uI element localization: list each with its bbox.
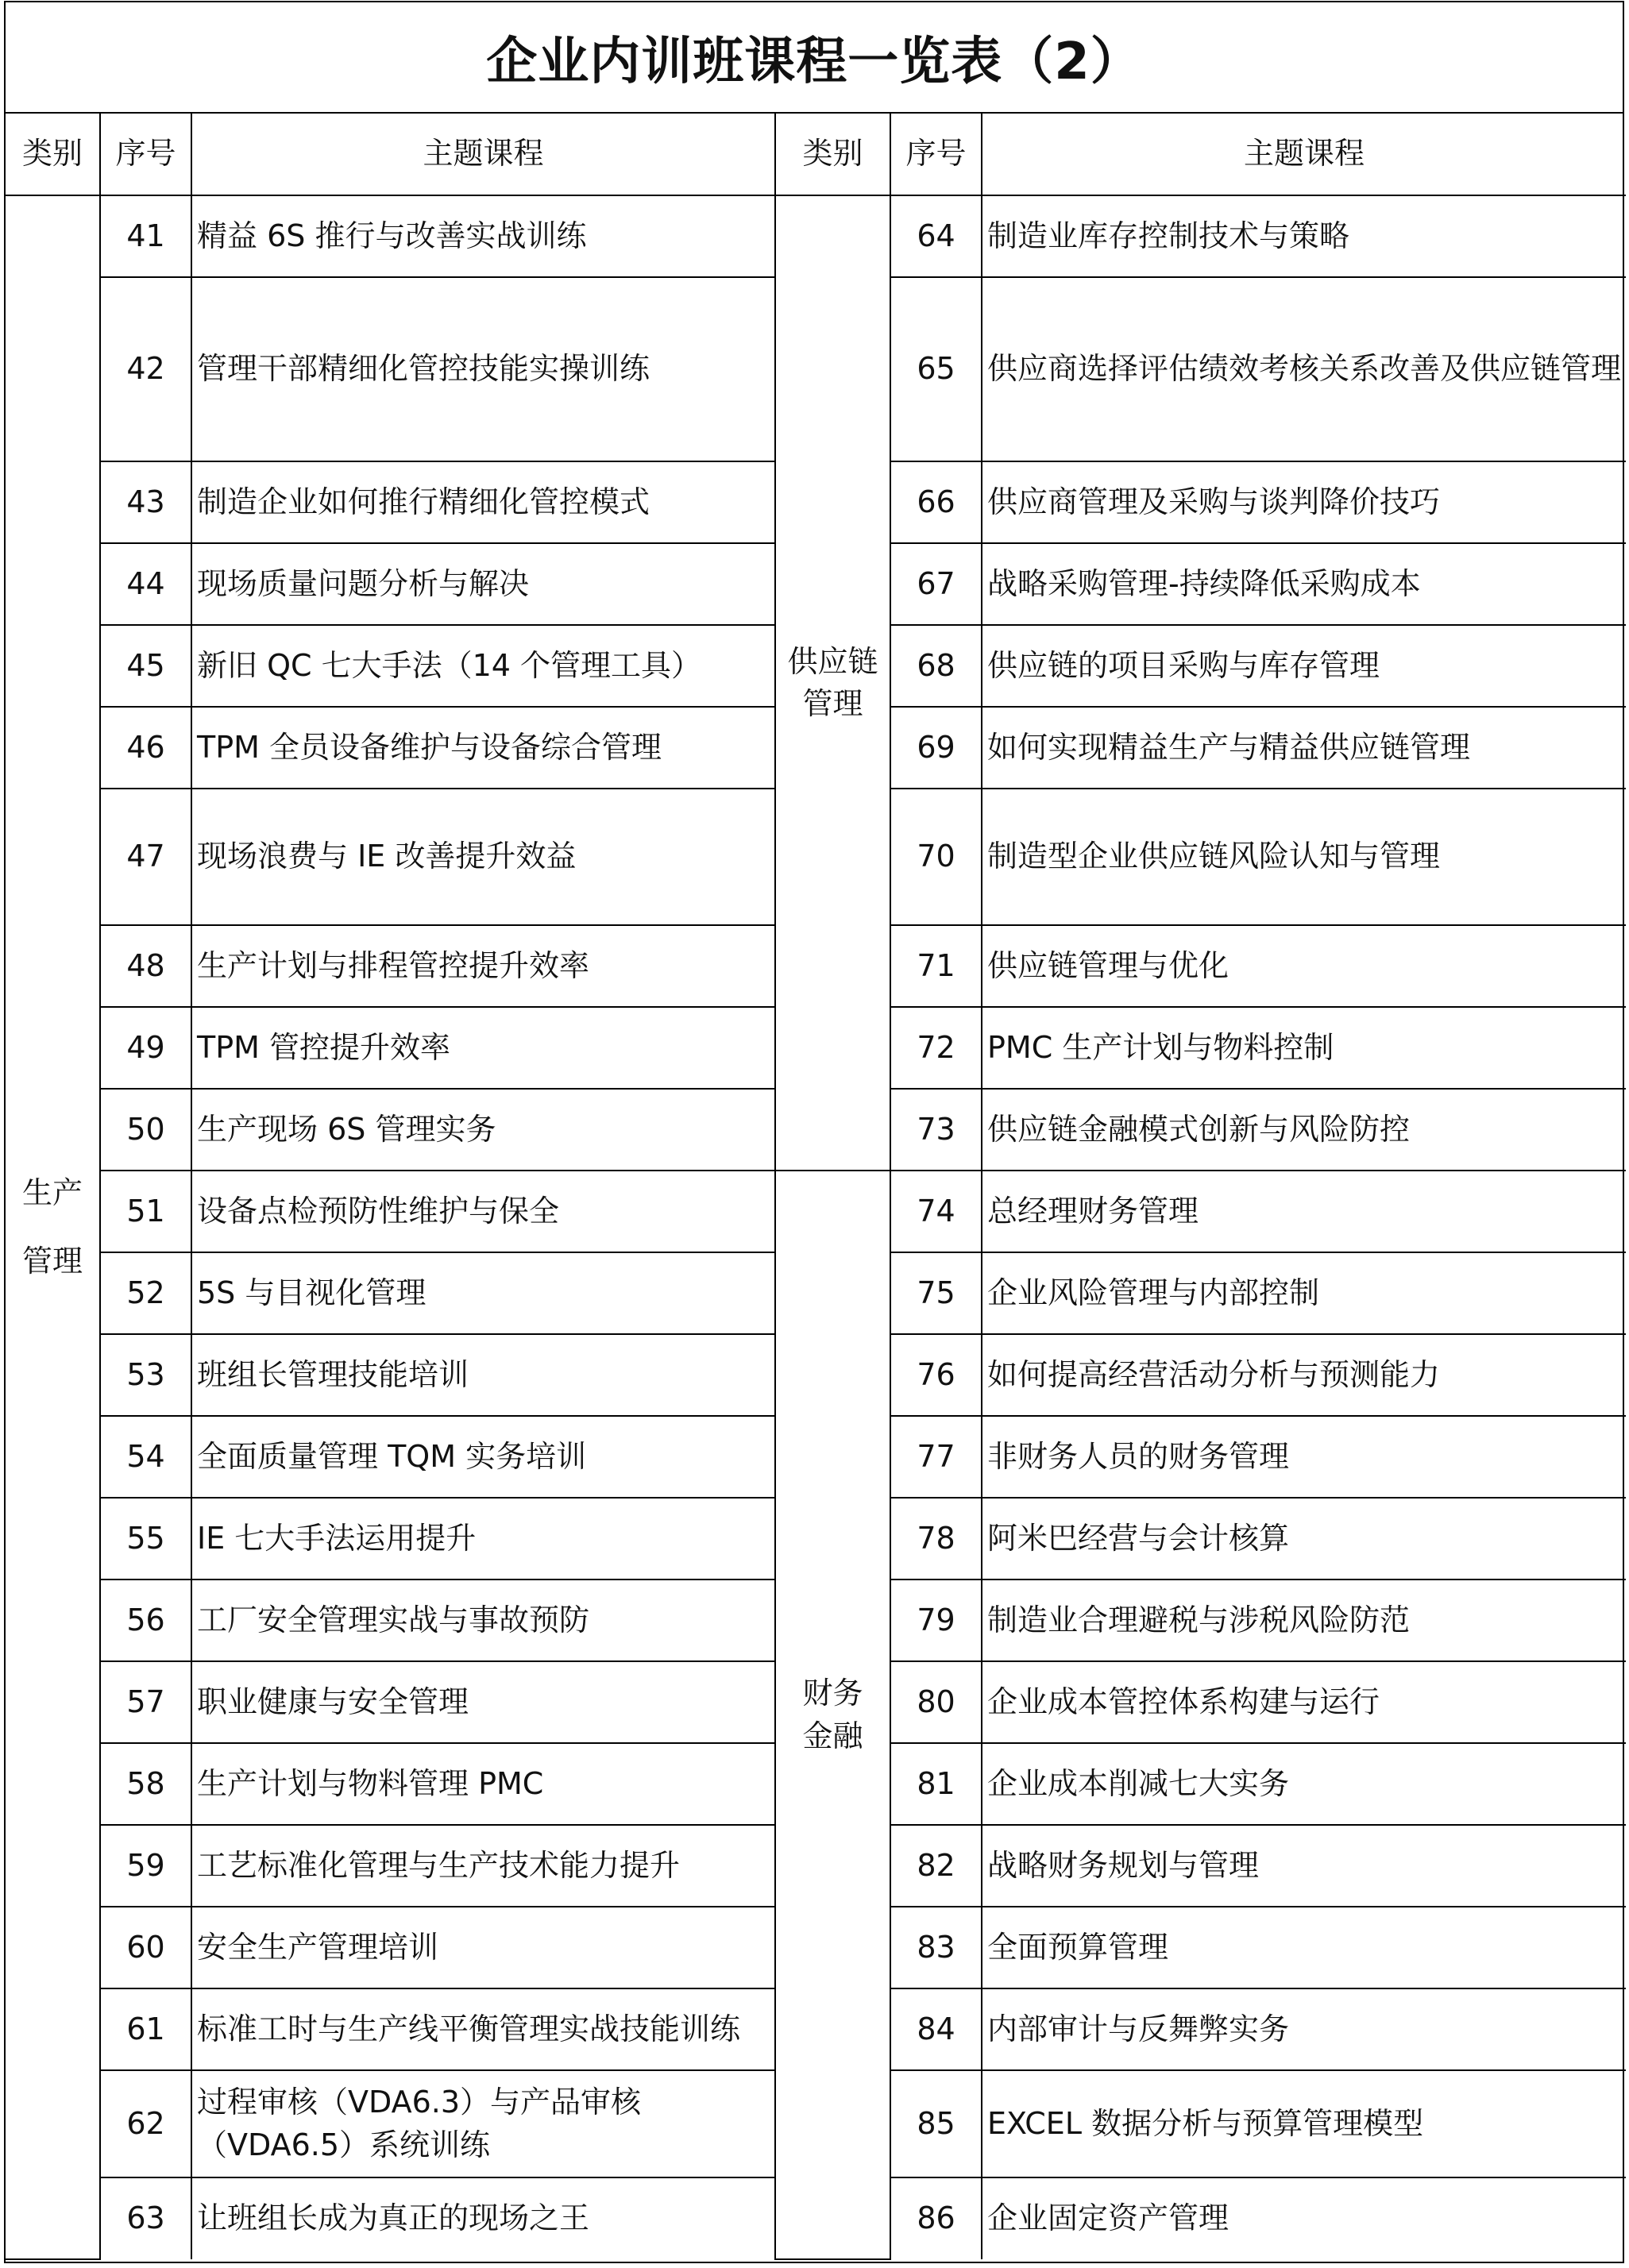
course-number: 48: [100, 925, 191, 1007]
course-title: 供应链管理与优化: [982, 925, 1626, 1007]
course-title: 企业固定资产管理: [982, 2177, 1626, 2259]
course-title: 企业成本削减七大实务: [982, 1743, 1626, 1825]
course-number: 76: [890, 1334, 982, 1416]
category-finance-line: 财务: [802, 1676, 863, 1711]
course-number: 75: [890, 1252, 982, 1334]
header-number-left: 序号: [100, 114, 191, 195]
course-title: 班组长管理技能培训: [191, 1334, 775, 1416]
course-number: 74: [890, 1171, 982, 1252]
header-row: [6, 114, 1626, 195]
course-title: 安全生产管理培训: [191, 1907, 775, 1988]
course-number: 56: [100, 1580, 191, 1661]
course-title: 如何实现精益生产与精益供应链管理: [982, 707, 1626, 789]
course-title: 现场浪费与 IE 改善提升效益: [191, 789, 775, 925]
course-title: PMC 生产计划与物料控制: [982, 1007, 1626, 1089]
course-title: 精益 6S 推行与改善实战训练: [191, 195, 775, 277]
category-supply-chain-line: 供应链: [787, 643, 878, 679]
course-title: 现场质量问题分析与解决: [191, 543, 775, 625]
course-number: 49: [100, 1007, 191, 1089]
course-title: 生产现场 6S 管理实务: [191, 1089, 775, 1171]
course-number: 45: [100, 625, 191, 707]
course-table: [6, 114, 1626, 2260]
course-number: 83: [890, 1907, 982, 1988]
course-title: 企业成本管控体系构建与运行: [982, 1661, 1626, 1743]
course-number: 51: [100, 1171, 191, 1252]
course-number: 86: [890, 2177, 982, 2259]
course-number: 61: [100, 1988, 191, 2070]
page-title: 企业内训班课程一览表（2）: [6, 2, 1623, 114]
course-number: 67: [890, 543, 982, 625]
course-number: 47: [100, 789, 191, 925]
course-number: 70: [890, 789, 982, 925]
course-number: 81: [890, 1743, 982, 1825]
course-number: 77: [890, 1416, 982, 1498]
table-row: [6, 1171, 1626, 1252]
course-title: 职业健康与安全管理: [191, 1661, 775, 1743]
course-number: 82: [890, 1825, 982, 1907]
course-title: 阿米巴经营与会计核算: [982, 1498, 1626, 1580]
course-title: 新旧 QC 七大手法（14 个管理工具）: [191, 625, 775, 707]
header-number-right: 序号: [890, 114, 982, 195]
course-title: 标准工时与生产线平衡管理实战技能训练: [191, 1988, 775, 2070]
course-number: 60: [100, 1907, 191, 1988]
course-number: 66: [890, 461, 982, 543]
course-title: 战略财务规划与管理: [982, 1825, 1626, 1907]
course-number: 73: [890, 1089, 982, 1171]
course-title: 5S 与目视化管理: [191, 1252, 775, 1334]
course-number: 68: [890, 625, 982, 707]
course-title: 总经理财务管理: [982, 1171, 1626, 1252]
course-title: 生产计划与排程管控提升效率: [191, 925, 775, 1007]
course-number: 78: [890, 1498, 982, 1580]
course-number: 62: [100, 2070, 191, 2177]
course-title: 制造业合理避税与涉税风险防范: [982, 1580, 1626, 1661]
course-number: 72: [890, 1007, 982, 1089]
course-number: 63: [100, 2177, 191, 2259]
course-number: 55: [100, 1498, 191, 1580]
course-number: 52: [100, 1252, 191, 1334]
course-number: 59: [100, 1825, 191, 1907]
category-supply-chain-line: 管理: [802, 686, 863, 721]
course-title: 制造型企业供应链风险认知与管理: [982, 789, 1626, 925]
course-title: TPM 全员设备维护与设备综合管理: [191, 707, 775, 789]
course-number: 43: [100, 461, 191, 543]
header-course-right: 主题课程: [982, 114, 1626, 195]
course-title: 供应商选择评估绩效考核关系改善及供应链管理: [982, 277, 1626, 461]
course-number: 84: [890, 1988, 982, 2070]
course-title: 战略采购管理-持续降低采购成本: [982, 543, 1626, 625]
course-title: 制造业库存控制技术与策略: [982, 195, 1626, 277]
course-title: 管理干部精细化管控技能实操训练: [191, 277, 775, 461]
course-number: 64: [890, 195, 982, 277]
course-title: 全面质量管理 TQM 实务培训: [191, 1416, 775, 1498]
course-title: 全面预算管理: [982, 1907, 1626, 1988]
course-number: 54: [100, 1416, 191, 1498]
course-number: 58: [100, 1743, 191, 1825]
course-title: 非财务人员的财务管理: [982, 1416, 1626, 1498]
course-title: IE 七大手法运用提升: [191, 1498, 775, 1580]
table-row: [6, 195, 1626, 277]
header-category-right: 类别: [775, 114, 890, 195]
course-title: 工艺标准化管理与生产技术能力提升: [191, 1825, 775, 1907]
course-number: 41: [100, 195, 191, 277]
course-title: 设备点检预防性维护与保全: [191, 1171, 775, 1252]
category-production: [6, 195, 100, 2259]
course-number: 50: [100, 1089, 191, 1171]
course-number: 57: [100, 1661, 191, 1743]
course-title: 供应商管理及采购与谈判降价技巧: [982, 461, 1626, 543]
course-title: 制造企业如何推行精细化管控模式: [191, 461, 775, 543]
category-production-line: 生产: [21, 1175, 83, 1211]
category-supply-chain: [775, 195, 890, 1171]
course-title: 过程审核（VDA6.3）与产品审核（VDA6.5）系统训练: [191, 2070, 775, 2177]
course-number: 69: [890, 707, 982, 789]
header-category-left: 类别: [6, 114, 100, 195]
header-course-left: 主题课程: [191, 114, 775, 195]
course-title: TPM 管控提升效率: [191, 1007, 775, 1089]
course-title: 供应链的项目采购与库存管理: [982, 625, 1626, 707]
category-finance: [775, 1171, 890, 2259]
course-title: 企业风险管理与内部控制: [982, 1252, 1626, 1334]
course-number: 44: [100, 543, 191, 625]
course-title: 供应链金融模式创新与风险防控: [982, 1089, 1626, 1171]
course-number: 65: [890, 277, 982, 461]
category-finance-line: 金融: [802, 1718, 863, 1753]
course-number: 85: [890, 2070, 982, 2177]
course-title: EXCEL 数据分析与预算管理模型: [982, 2070, 1626, 2177]
course-number: 42: [100, 277, 191, 461]
course-number: 53: [100, 1334, 191, 1416]
category-production-line: 管理: [21, 1243, 83, 1279]
course-table-sheet: [4, 1, 1624, 2263]
course-number: 46: [100, 707, 191, 789]
course-title: 如何提高经营活动分析与预测能力: [982, 1334, 1626, 1416]
course-number: 80: [890, 1661, 982, 1743]
course-number: 71: [890, 925, 982, 1007]
course-title: 生产计划与物料管理 PMC: [191, 1743, 775, 1825]
course-title: 工厂安全管理实战与事故预防: [191, 1580, 775, 1661]
course-title: 内部审计与反舞弊实务: [982, 1988, 1626, 2070]
course-number: 79: [890, 1580, 982, 1661]
course-title: 让班组长成为真正的现场之王: [191, 2177, 775, 2259]
